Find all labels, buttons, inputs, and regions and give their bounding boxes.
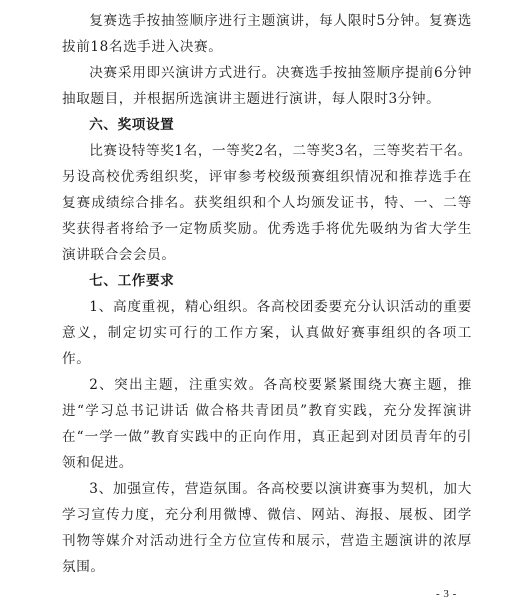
paragraph-requirement-1: 1、高度重视，精心组织。各高校团委要充分认识活动的重要意义，制定切实可行的工作方案，认真做好赛事组织的各项工作。 (62, 299, 472, 367)
section-heading-awards: 六、奖项设置 (89, 117, 175, 133)
paragraph-awards: 比赛设特等奖1名，一等奖2名，二等奖3名，三等奖若干名。另设高校优秀组织奖，评审参考校级预赛组织情况和推荐选手在复赛成绩综合排名。获奖组织和个人均颁发证书，特、一、二等奖获得者将给予一定物质奖励。优秀选手将优先吸纳为省大学生演讲联合会会员。 (62, 143, 472, 263)
paragraph-requirement-3: 3、加强宣传，营造氛围。各高校要以演讲赛事为契机，加大学习宣传力度，充分利用微博、微信、网站、海报、展板、团学刊物等媒介对活动进行全方位宣传和展示，营造主题演讲的浓厚氛围。 (62, 481, 472, 575)
paragraph-requirement-2: 2、突出主题，注重实效。各高校要紧紧围绕大赛主题，推进“学习总书记讲话 做合格共青团员”教育实践，充分发挥演讲在“一学一做”教育实践中的正向作用，真正起到对团员青年的引领和促进。 (62, 377, 472, 471)
paragraph-semifinal-rules: 复赛选手按抽签顺序进行主题演讲，每人限时5分钟。复赛选拔前18名选手进入决赛。 (62, 13, 472, 55)
page-number: - 3 - (436, 588, 457, 600)
document-body (62, 8, 472, 580)
paragraph-final-rules: 决赛采用即兴演讲方式进行。决赛选手按抽签顺序提前6分钟抽取题目，并根据所选演讲主题进行演讲，每人限时3分钟。 (62, 65, 472, 107)
section-heading-work-requirements: 七、工作要求 (89, 273, 175, 289)
